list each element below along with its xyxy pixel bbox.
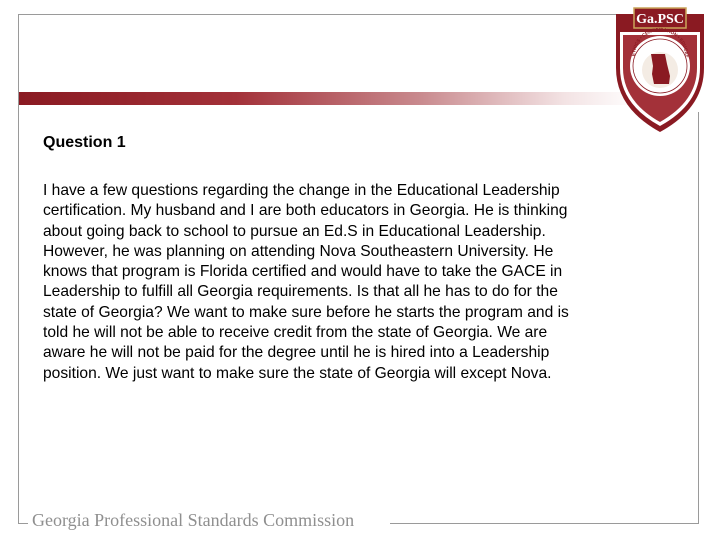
logo-title-text: Ga.PSC — [636, 12, 684, 27]
frame-bottom-border-right — [390, 523, 699, 524]
body-line: told he will not be able to receive credit from the state of Georgia. We are — [43, 324, 548, 342]
body-line: state of Georgia? We want to make sure before he starts the program and is — [43, 303, 569, 321]
body-line: certification. My husband and I are both educators in Georgia. He is thinking — [43, 202, 568, 220]
question-body — [43, 181, 673, 384]
body-line: I have a few questions regarding the change in the Educational Leadership — [43, 182, 560, 199]
frame-bottom-border-left — [18, 523, 28, 524]
slide-heading: Question 1 — [43, 134, 126, 151]
body-line: Leadership to fulfill all Georgia requirements. Is that all he has to do for the — [43, 283, 558, 301]
body-line: knows that program is Florida certified and would have to take the GACE in — [43, 263, 563, 281]
body-line: However, he was planning on attending Nova Southeastern University. He — [43, 242, 554, 260]
body-line: position. We just want to make sure the state of Georgia will except Nova. — [43, 364, 552, 382]
footer-organization-name: Georgia Professional Standards Commission — [32, 510, 355, 530]
body-line: about going back to school to pursue an Ed.S in Educational Leadership. — [43, 222, 546, 240]
logo-ring-textpath: ETHICS • CERTIFICATION • EDUCAT — [630, 26, 690, 58]
frame-right-border — [698, 112, 699, 523]
frame-left-border — [18, 14, 19, 524]
ga-psc-shield-logo — [612, 4, 708, 136]
body-line: aware he will not be paid for the degree until he is hired into a Leadership — [43, 344, 550, 362]
frame-top-border — [18, 14, 630, 15]
header-accent-bar — [19, 92, 639, 105]
